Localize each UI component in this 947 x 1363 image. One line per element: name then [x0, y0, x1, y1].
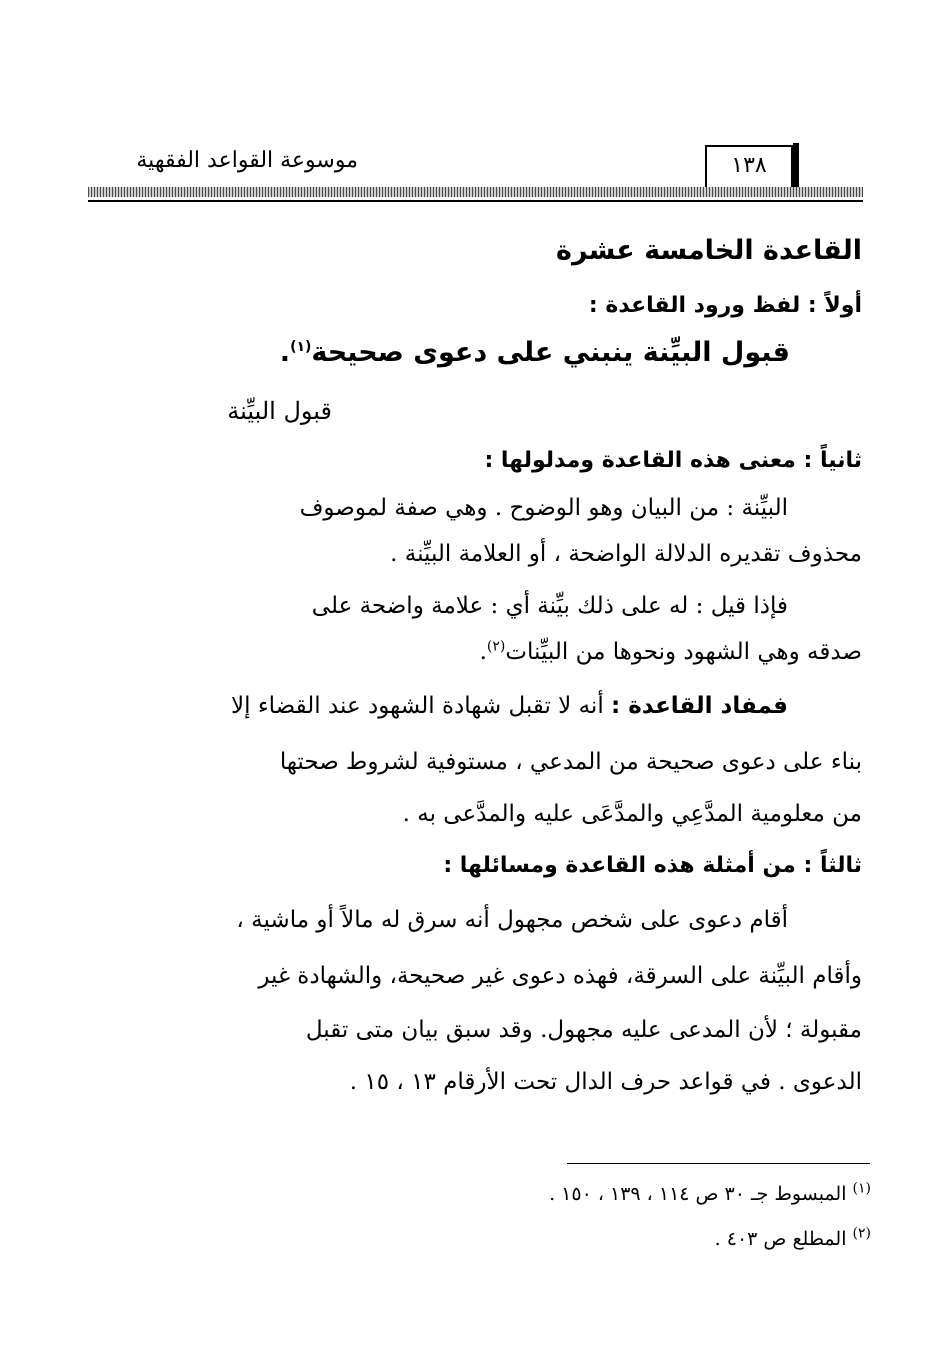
rule-heading: القاعدة الخامسة عشرة [556, 235, 862, 266]
rule-short-form: قبول البيِّنة [227, 397, 332, 425]
p3-label: فمفاد القاعدة : [611, 693, 788, 719]
footnote-separator [567, 1163, 870, 1164]
p2-line2-text: صدقه وهي الشهود ونحوها من البيِّنات [505, 639, 862, 665]
p3-line1-text: أنه لا تقبل شهادة الشهود عند القضاء إلا [231, 693, 604, 719]
rule-statement-text: قبول البيِّنة ينبني على دعوى صحيحة [311, 337, 790, 368]
page-number-box-shadow [793, 143, 799, 189]
page-number: ١٣٨ [731, 153, 767, 178]
footnote-1-ref: (١) [852, 1180, 871, 1197]
footnote-2 [714, 1225, 871, 1250]
p1-line1: البيِّنة : من البيان وهو الوضوح . وهي صفة لموصوف [299, 495, 788, 521]
section1-heading: أولاً : لفظ ورود القاعدة : [588, 293, 862, 318]
footnote-1 [549, 1180, 871, 1205]
p2-line1: فإذا قيل : له على ذلك بيِّنة أي : علامة واضحة على [311, 593, 788, 619]
page-number-box [705, 145, 793, 187]
section3-heading: ثالثاً : من أمثلة هذه القاعدة ومسائلها : [443, 853, 862, 878]
p3-line2: بناء على دعوى صحيحة من المدعي ، مستوفية لشروط صحتها [279, 749, 862, 775]
page-header [88, 135, 863, 205]
p2-line2 [480, 639, 862, 665]
p4-line2: وأقام البيِّنة على السرقة، فهذه دعوى غير صحيحة، والشهادة غير [258, 963, 862, 989]
p4-line1: أقام دعوى على شخص مجهول أنه سرق له مالاً أو ماشية ، [236, 907, 788, 933]
section2-heading: ثانياً : معنى هذه القاعدة ومدلولها : [484, 448, 862, 473]
rule-statement [280, 337, 790, 368]
footnote-2-ref: (٢) [852, 1225, 871, 1242]
p2-footnote-ref: (٢) [486, 638, 506, 655]
p3-line1 [231, 693, 788, 719]
book-title: موسوعة القواعد الفقهية [136, 148, 358, 173]
p4-line4: الدعوى . في قواعد حرف الدال تحت الأرقام ١٣ ، ١٥ . [349, 1069, 862, 1095]
footnote-2-text: المطلع ص ٤٠٣ . [714, 1228, 847, 1250]
rule-footnote-ref: (١) [290, 339, 312, 355]
p3-line3: من معلومية المدَّعِي والمدَّعَى عليه والمدَّعى به . [402, 801, 862, 827]
header-rule [88, 200, 863, 202]
p2-line2-end: . [479, 639, 487, 665]
rule-statement-end: . [279, 337, 291, 368]
header-hatch-band [88, 187, 863, 197]
footnote-1-text: المبسوط جـ ٣٠ ص ١١٤ ، ١٣٩ ، ١٥٠ . [549, 1183, 847, 1205]
p4-line3: مقبولة ؛ لأن المدعى عليه مجهول. وقد سبق بيان متى تقبل [305, 1017, 862, 1043]
p1-line2: محذوف تقديره الدلالة الواضحة ، أو العلامة البيِّنة . [390, 541, 862, 567]
